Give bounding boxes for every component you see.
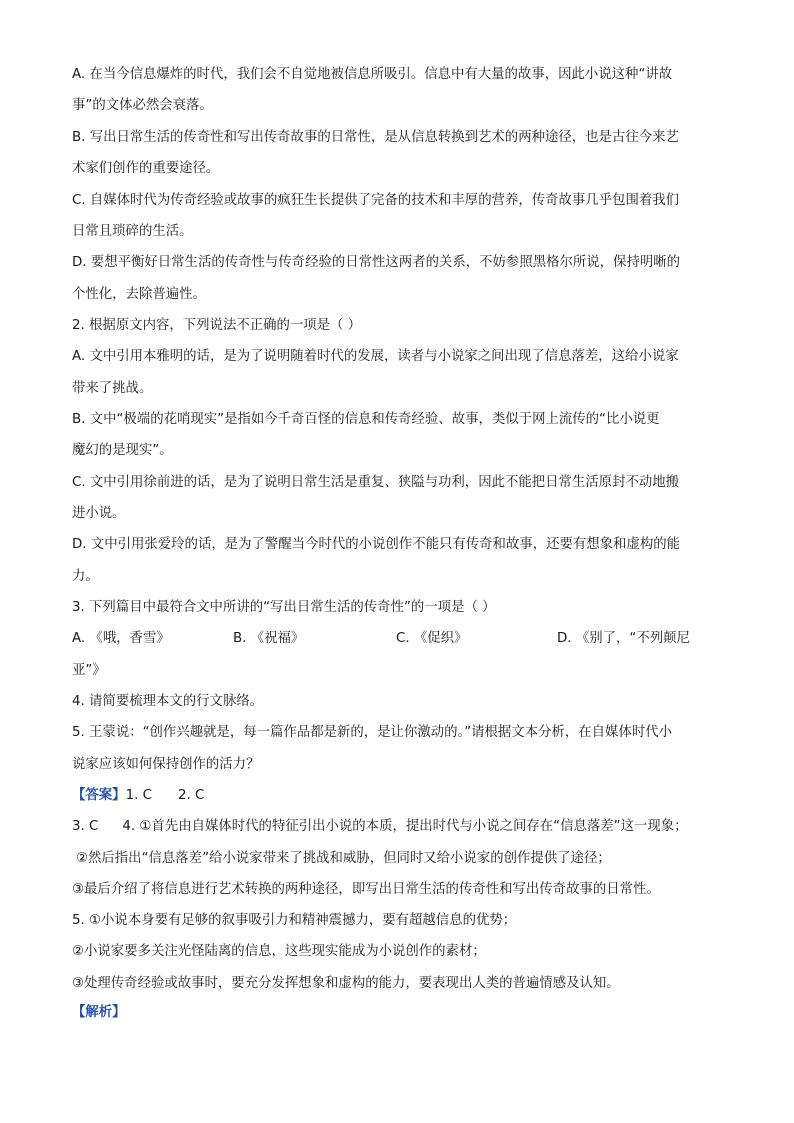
q2-option-c-line1: C. 文中引用徐前进的话，是为了说明日常生活是重复、狭隘与功利，因此不能把日常生活原封不动地搬 [72,475,680,490]
q3-option-d: D. 《别了，“不列颠尼 [557,631,690,646]
answer-line1 [72,787,204,805]
q3-option-b: B. 《祝福》 [233,631,305,646]
q1-option-c-line1: C. 自媒体时代为传奇经验或故事的疯狂生长提供了完备的技术和丰厚的营养，传奇故事几乎包围着我们 [72,193,680,208]
q2-option-a-line1: A. 文中引用本雅明的话，是为了说明随着时代的发展，读者与小说家之间出现了信息落差，这给小说家 [72,349,679,364]
answer-5-part1: 5. ①小说本身要有足够的叙事吸引力和精神震撼力，要有超越信息的优势； [72,913,517,928]
answer-2: 2. C [177,788,205,803]
q2-option-c-line2: 进小说。 [72,506,126,521]
answer-4-part3: ③最后介绍了将信息进行艺术转换的两种途径，即写出日常生活的传奇性和写出传奇故事的日常性。 [72,882,660,897]
q4-stem: 4. 请简要梳理本文的行文脉络。 [72,694,264,709]
q1-option-b-line2: 术家们创作的重要途径。 [72,161,220,176]
answer-tag: 【答案】 [72,788,126,803]
q1-option-d-line1: D. 要想平衡好日常生活的传奇性与传奇经验的日常性这两者的关系，不妨参照黑格尔所说，保持明晰的 [72,255,681,270]
q2-stem: 2. 根据原文内容，下列说法不正确的一项是（ ） [72,318,362,333]
q3-option-a: A. 《哦，香雪》 [72,631,170,646]
q2-option-b-line1: B. 文中“极端的花哨现实”是指如今千奇百怪的信息和传奇经验、故事，类似于网上流传的“比小说更 [72,412,660,427]
q2-option-a-line2: 带来了挑战。 [72,381,153,396]
answer-4-part1: 4. ①首先由自媒体时代的特征引出小说的本质，提出时代与小说之间存在“信息落差”这一现象； [122,819,688,834]
answer-3: 3. C [72,819,99,834]
q1-option-c-line2: 日常且琐碎的生活。 [72,224,193,239]
q5-stem-line1: 5. 王蒙说：“创作兴趣就是，每一篇作品都是新的，是让你激动的。”请根据文本分析，在自媒体时代小 [72,725,673,740]
answer-5-part2: ②小说家要多关注光怪陆离的信息，这些现实能成为小说创作的素材； [72,944,486,959]
answer-5-part3: ③处理传奇经验或故事时，要充分发挥想象和虚构的能力，要表现出人类的普遍情感及认知。 [72,976,620,991]
q3-stem: 3. 下列篇目中最符合文中所讲的“写出日常生活的传奇性”的一项是（ ） [72,600,496,615]
q2-option-d-line2: 力。 [72,569,99,584]
q1-option-a-line1: A. 在当今信息爆炸的时代，我们会不自觉地被信息所吸引。信息中有大量的故事，因此小说这种“讲故 [72,67,673,82]
answer-line2 [72,818,688,836]
q3-option-d-cont: 亚”》 [72,663,106,678]
q3-option-c: C. 《促织》 [396,631,468,646]
q1-option-a-line2: 事”的文体必然会衰落。 [72,98,213,113]
q2-option-b-line2: 魔幻的是现实”。 [72,443,173,458]
answer-1: 1. C [125,788,152,803]
q2-option-d-line1: D. 文中引用张爱玲的话，是为了警醒当今时代的小说创作不能只有传奇和故事，还要有想象和虚构的能 [72,537,681,552]
answer-4-part2: ②然后指出“信息落差”给小说家带来了挑战和威胁，但同时又给小说家的创作提供了途径； [76,851,611,866]
q1-option-b-line1: B. 写出日常生活的传奇性和写出传奇故事的日常性，是从信息转换到艺术的两种途径，也是古往今来艺 [72,130,679,145]
q5-stem-line2: 说家应该如何保持创作的活力？ [72,757,260,772]
analysis-tag: 【解析】 [72,1005,126,1020]
q1-option-d-line2: 个性化，去除普遍性。 [72,287,206,302]
